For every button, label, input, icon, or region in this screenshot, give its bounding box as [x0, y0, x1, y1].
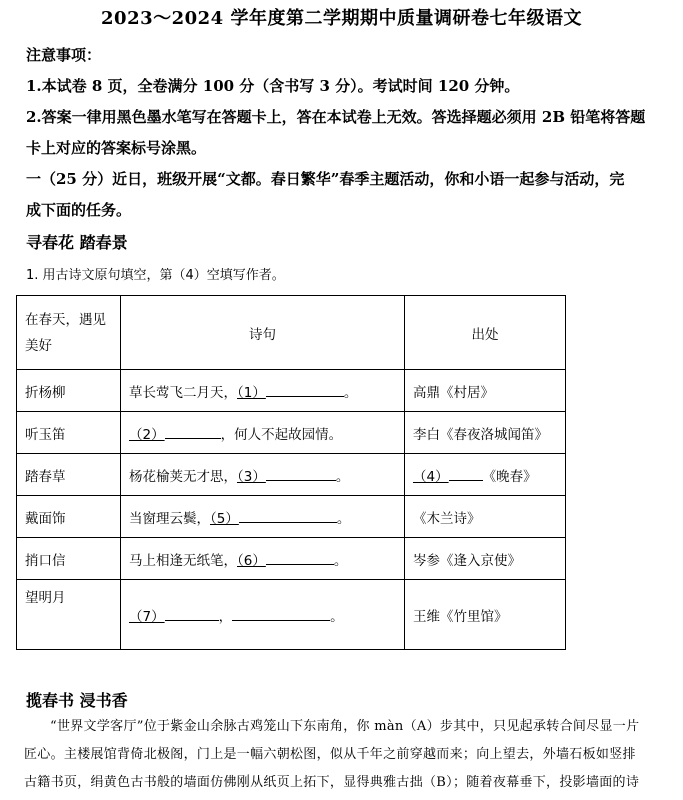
- verse-text: 杨花榆荚无才思，: [129, 468, 237, 485]
- table-row: [17, 412, 566, 454]
- row-topic: 折杨柳: [17, 370, 121, 412]
- row-verse: [121, 496, 405, 538]
- passage-line-2: 匠心。主楼展馆背倚北极阁，门上是一幅六朝松图，似从千年之前穿越而来；向上望去，外墙石板如竖排: [24, 747, 636, 762]
- notice-item-2-line-1: 2.答案一律用黑色墨水笔写在答题卡上，答在本试卷上无效。答选择题必须用 2B 铅笔将答题: [26, 108, 646, 126]
- answer-blank[interactable]: [266, 552, 334, 565]
- verse-text: 。: [333, 552, 348, 569]
- row-verse: [121, 454, 405, 496]
- table-header-row: [17, 296, 566, 370]
- blank-label: （6）: [237, 552, 266, 569]
- table-row: [17, 538, 566, 580]
- verse-text: 。: [330, 608, 344, 625]
- row-source: 王维《竹里馆》: [405, 580, 566, 650]
- poem-fill-table: [16, 295, 566, 650]
- section-1-intro-line-2: 成下面的任务。: [26, 201, 132, 219]
- row-source: 李白《春夜洛城闻笛》: [405, 412, 566, 454]
- blank-label: （2）: [129, 426, 165, 443]
- subsection-title: 寻春花 踏春景: [26, 233, 128, 252]
- table-row: [17, 496, 566, 538]
- exam-title: 2023～2024 学年度第二学期期中质量调研卷七年级语文: [101, 8, 582, 29]
- table-row: [17, 580, 566, 650]
- row-verse: [121, 538, 405, 580]
- header-verse: 诗句: [121, 296, 405, 370]
- answer-blank[interactable]: [266, 468, 336, 481]
- verse-text: 。: [335, 468, 350, 485]
- notice-item-1: 1.本试卷 8 页，全卷满分 100 分（含书写 3 分）。考试时间 120 分钟。: [26, 77, 520, 95]
- answer-blank[interactable]: [266, 384, 344, 397]
- blank-label: （3）: [237, 468, 266, 485]
- blank-label: （5）: [210, 510, 239, 527]
- source-text: 《晚春》: [482, 468, 537, 485]
- answer-blank[interactable]: [232, 608, 330, 621]
- table-row: [17, 370, 566, 412]
- verse-text: 。: [336, 510, 351, 527]
- row-source: 《木兰诗》: [405, 496, 566, 538]
- verse-text: 马上相逢无纸笔，: [129, 552, 237, 569]
- notice-item-2-line-2: 卡上对应的答案标号涂黑。: [26, 139, 207, 157]
- notice-heading: 注意事项：: [26, 46, 102, 64]
- row-topic: 戴面饰: [17, 496, 121, 538]
- blank-label: （4）: [413, 468, 449, 485]
- header-source: 出处: [405, 296, 566, 370]
- row-source: [405, 454, 566, 496]
- row-verse: [121, 370, 405, 412]
- passage-line-1: “世界文学客厅”位于紫金山余脉古鸡笼山下东南角，你 màn（A）步其中，只见起承转合间尽显一片: [50, 719, 640, 734]
- blank-label: （7）: [129, 608, 165, 625]
- row-topic: 踏春草: [17, 454, 121, 496]
- answer-blank[interactable]: [165, 426, 221, 439]
- section-1-intro-line-1: 一（25 分）近日，班级开展“文都。春日繁华”春季主题活动，你和小语一起参与活动，完: [26, 170, 625, 188]
- row-verse: [121, 412, 405, 454]
- verse-text: ，: [218, 608, 233, 625]
- question-1: 1. 用古诗文原句填空，第（4）空填写作者。: [26, 268, 285, 283]
- passage-line-3: 古籍书页，绢黄色古书般的墙面仿佛刚从纸页上拓下，显得典雅古拙（B）；随着夜幕垂下，投影墙面的诗: [24, 775, 640, 790]
- row-topic: 听玉笛: [17, 412, 121, 454]
- verse-text: 当窗理云鬓，: [129, 510, 210, 527]
- row-verse: [121, 580, 405, 650]
- verse-text: 。: [343, 384, 358, 401]
- verse-text: 草长莺飞二月天，: [129, 384, 237, 401]
- verse-text: ，何人不起故园情。: [220, 426, 343, 443]
- answer-blank[interactable]: [165, 608, 219, 621]
- row-topic: 捎口信: [17, 538, 121, 580]
- answer-blank[interactable]: [449, 468, 483, 481]
- blank-label: （1）: [237, 384, 266, 401]
- section-2-title: 揽春书 浸书香: [26, 691, 128, 710]
- answer-blank[interactable]: [239, 510, 337, 523]
- row-source: 高鼎《村居》: [405, 370, 566, 412]
- table-row: [17, 454, 566, 496]
- row-topic: 望明月: [17, 580, 121, 650]
- header-topic: 在春天，遇见美好: [17, 296, 121, 370]
- row-source: 岑参《逢入京使》: [405, 538, 566, 580]
